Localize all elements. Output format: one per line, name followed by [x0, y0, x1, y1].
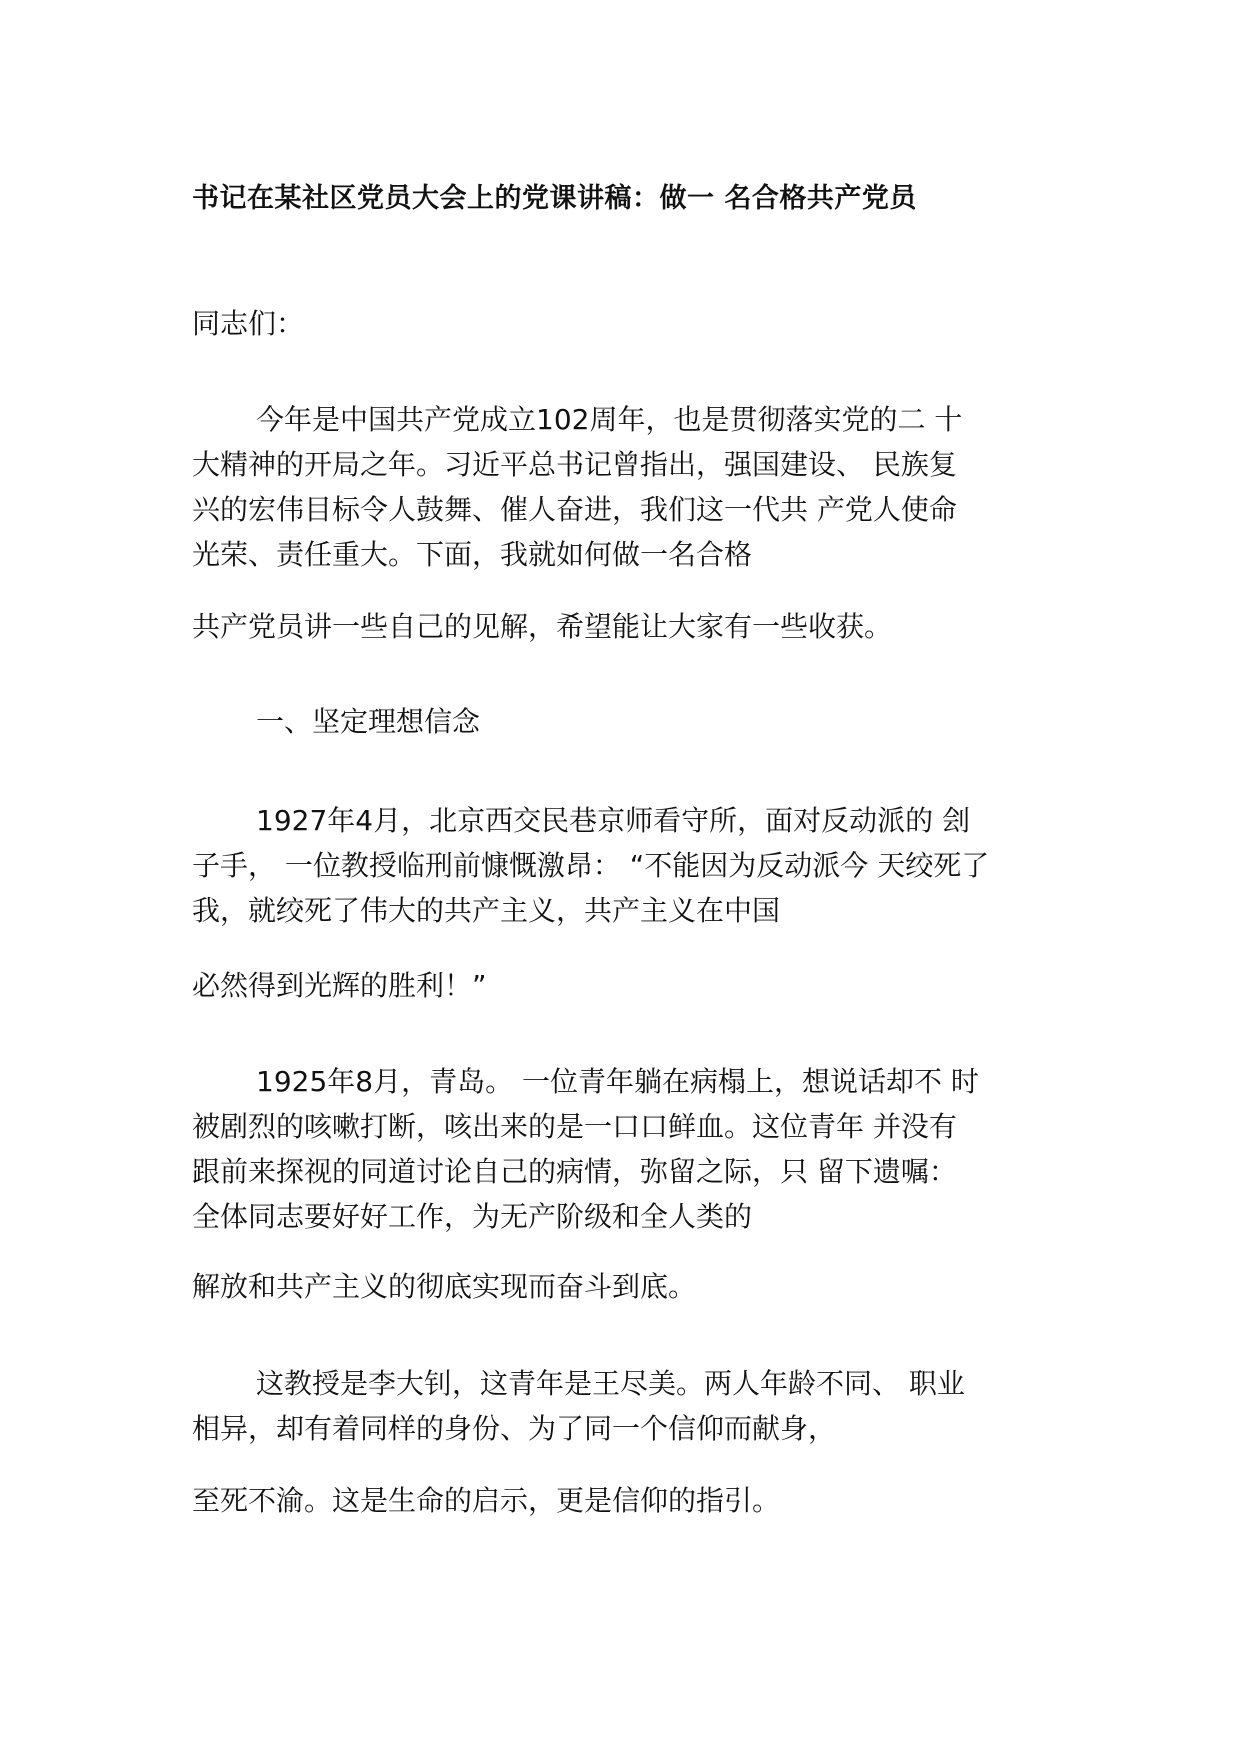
paragraph-2-line-1: 1927年4月，北京西交民巷京师看守所，面对反动派的 刽: [256, 804, 970, 837]
paragraph-3-line-5: 解放和共产主义的彻底实现而奋斗到底。: [192, 1270, 697, 1303]
paragraph-1-line-3: 兴的宏伟目标令人鼓舞、催人奋进，我们这一代共 产党人使命: [192, 493, 957, 526]
paragraph-4-line-3: 至死不渝。这是生命的启示，更是信仰的指引。: [192, 1484, 781, 1517]
paragraph-2-line-2: 子手， 一位教授临刑前慷慨激昂： “不能因为反动派今 天绞死了: [192, 849, 990, 882]
paragraph-1-line-4: 光荣、责任重大。下面，我就如何做一名合格: [192, 538, 753, 571]
paragraph-3-line-4: 全体同志要好好工作，为无产阶级和全人类的: [192, 1200, 753, 1233]
paragraph-2-line-4: 必然得到光辉的胜利！”: [192, 969, 487, 1002]
paragraph-4-line-2: 相异，却有着同样的身份、为了同一个信仰而献身，: [192, 1412, 837, 1445]
paragraph-1-line-1: 今年是中国共产党成立102周年，也是贯彻落实党的二 十: [256, 403, 963, 436]
paragraph-2-line-3: 我，就绞死了伟大的共产主义，共产主义在中国: [192, 894, 781, 927]
paragraph-1-line-5: 共产党员讲一些自己的见解，希望能让大家有一些收获。: [192, 610, 893, 643]
paragraph-3-line-1: 1925年8月，青岛。 一位青年躺在病榻上，想说话却不 时: [256, 1065, 979, 1098]
paragraph-4-line-1: 这教授是李大钊，这青年是王尽美。两人年龄不同、 职业: [256, 1367, 965, 1400]
paragraph-3-line-2: 被剧烈的咳嗽打断，咳出来的是一口口鲜血。这位青年 并没有: [192, 1110, 957, 1143]
document-title: 书记在某社区党员大会上的党课讲稿：做一 名合格共产党员: [192, 183, 917, 214]
paragraph-3-line-3: 跟前来探视的同道讨论自己的病情，弥留之际，只 留下遗嘱：: [192, 1155, 957, 1188]
paragraph-1-line-2: 大精神的开局之年。习近平总书记曾指出，强国建设、 民族复: [192, 448, 957, 481]
section-heading-1: 一、坚定理想信念: [256, 705, 481, 738]
salutation: 同志们：: [192, 307, 305, 340]
